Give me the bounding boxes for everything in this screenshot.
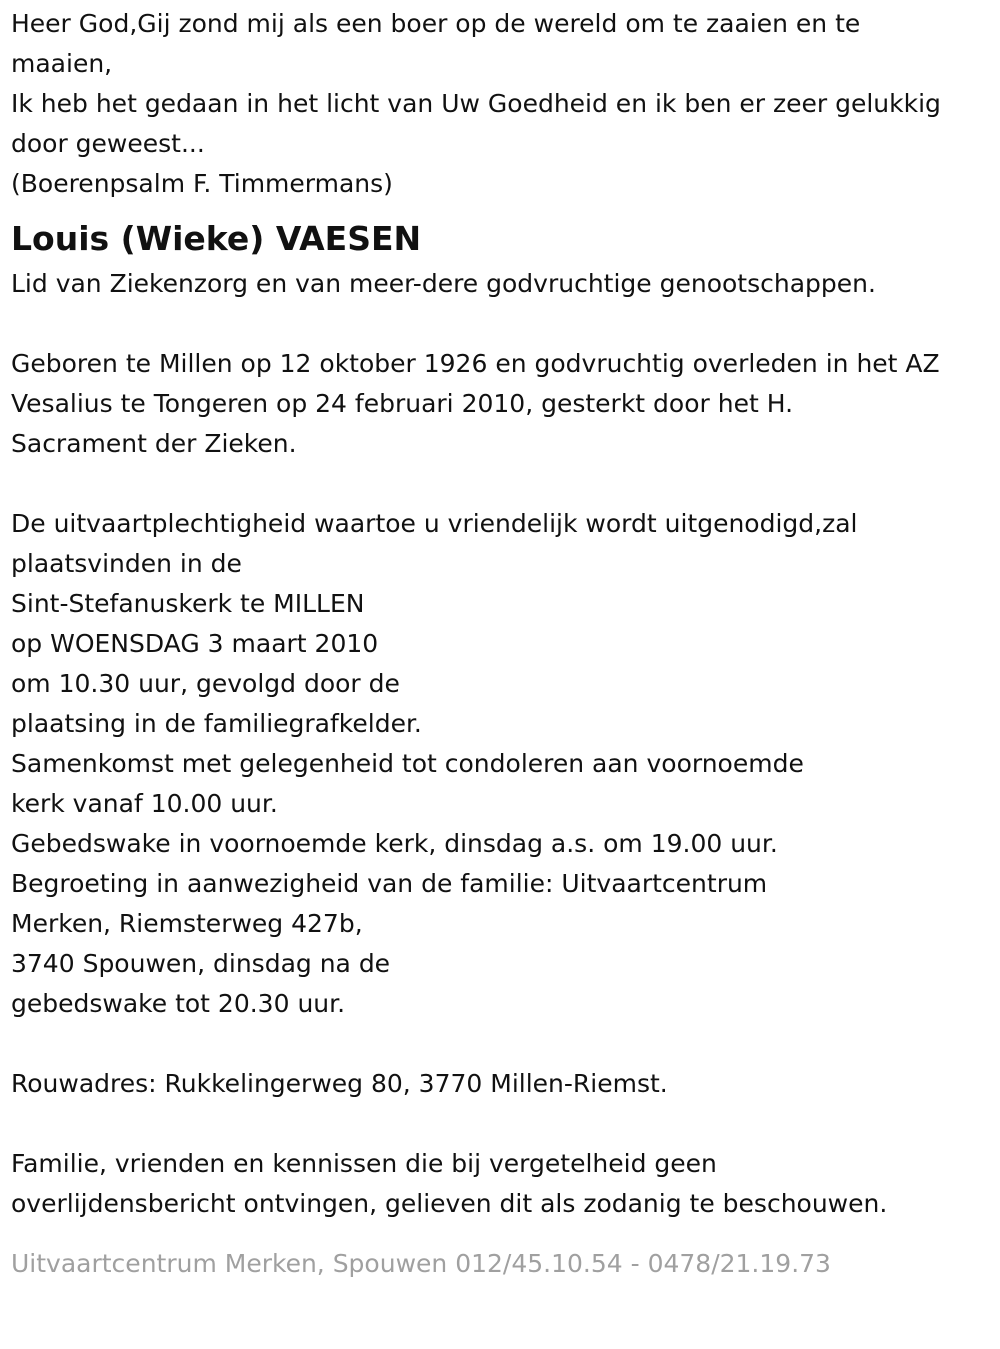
funeral-line: Samenkomst met gelegenheid tot condoleren aan voornoemde <box>11 749 804 778</box>
notice-section <box>11 1144 1000 1224</box>
funeral-line: Begroeting in aanwezigheid van de familie: Uitvaartcentrum <box>11 869 768 898</box>
psalm-line: Heer God,Gij zond mij als een boer op de wereld om te zaaien en te <box>11 9 861 38</box>
funeral-line: plaatsing in de familiegrafkelder. <box>11 709 422 738</box>
funeral-line: kerk vanaf 10.00 uur. <box>11 789 278 818</box>
funeral-line: gebedswake tot 20.30 uur. <box>11 989 346 1018</box>
mourning-address: Rouwadres: Rukkelingerweg 80, 3770 Millen-Riemst. <box>11 1069 668 1098</box>
psalm-quote <box>11 4 1000 204</box>
funeral-line: De uitvaartplechtigheid waartoe u vriendelijk wordt uitgenodigd,zal <box>11 509 858 538</box>
birth-death-line: Sacrament der Zieken. <box>11 429 297 458</box>
funeral-line: plaatsvinden in de <box>11 549 242 578</box>
spacer <box>11 304 1000 344</box>
funeral-section <box>11 504 1000 1024</box>
birth-death-line: Vesalius te Tongeren op 24 februari 2010, gesterkt door het H. <box>11 389 794 418</box>
psalm-attribution: (Boerenpsalm F. Timmermans) <box>11 169 393 198</box>
psalm-line: Ik heb het gedaan in het licht van Uw Goedheid en ik ben er zeer gelukkig <box>11 89 941 118</box>
spacer <box>11 1024 1000 1064</box>
birth-death-line: Geboren te Millen op 12 oktober 1926 en godvruchtig overleden in het AZ <box>11 349 940 378</box>
psalm-line: door geweest... <box>11 129 205 158</box>
spacer <box>11 1104 1000 1144</box>
funeral-line: op WOENSDAG 3 maart 2010 <box>11 629 379 658</box>
notice-line: Familie, vrienden en kennissen die bij vergetelheid geen <box>11 1149 717 1178</box>
deceased-name: Louis (Wieke) VAESEN <box>11 219 422 258</box>
spacer <box>11 464 1000 504</box>
funeral-line: Gebedswake in voornoemde kerk, dinsdag a.s. om 19.00 uur. <box>11 829 778 858</box>
funeral-line: Merken, Riemsterweg 427b, <box>11 909 363 938</box>
funeral-line: Sint-Stefanuskerk te MILLEN <box>11 589 365 618</box>
membership-text: Lid van Ziekenzorg en van meer-dere godvruchtige genootschappen. <box>11 269 876 298</box>
funeral-line: 3740 Spouwen, dinsdag na de <box>11 949 391 978</box>
funeral-line: om 10.30 uur, gevolgd door de <box>11 669 400 698</box>
funeral-home-footer: Uitvaartcentrum Merken, Spouwen 012/45.10.54 - 0478/21.19.73 <box>11 1249 831 1278</box>
psalm-line: maaien, <box>11 49 113 78</box>
birth-death-section <box>11 344 1000 464</box>
notice-line: overlijdensbericht ontvingen, gelieven dit als zodanig te beschouwen. <box>11 1189 888 1218</box>
